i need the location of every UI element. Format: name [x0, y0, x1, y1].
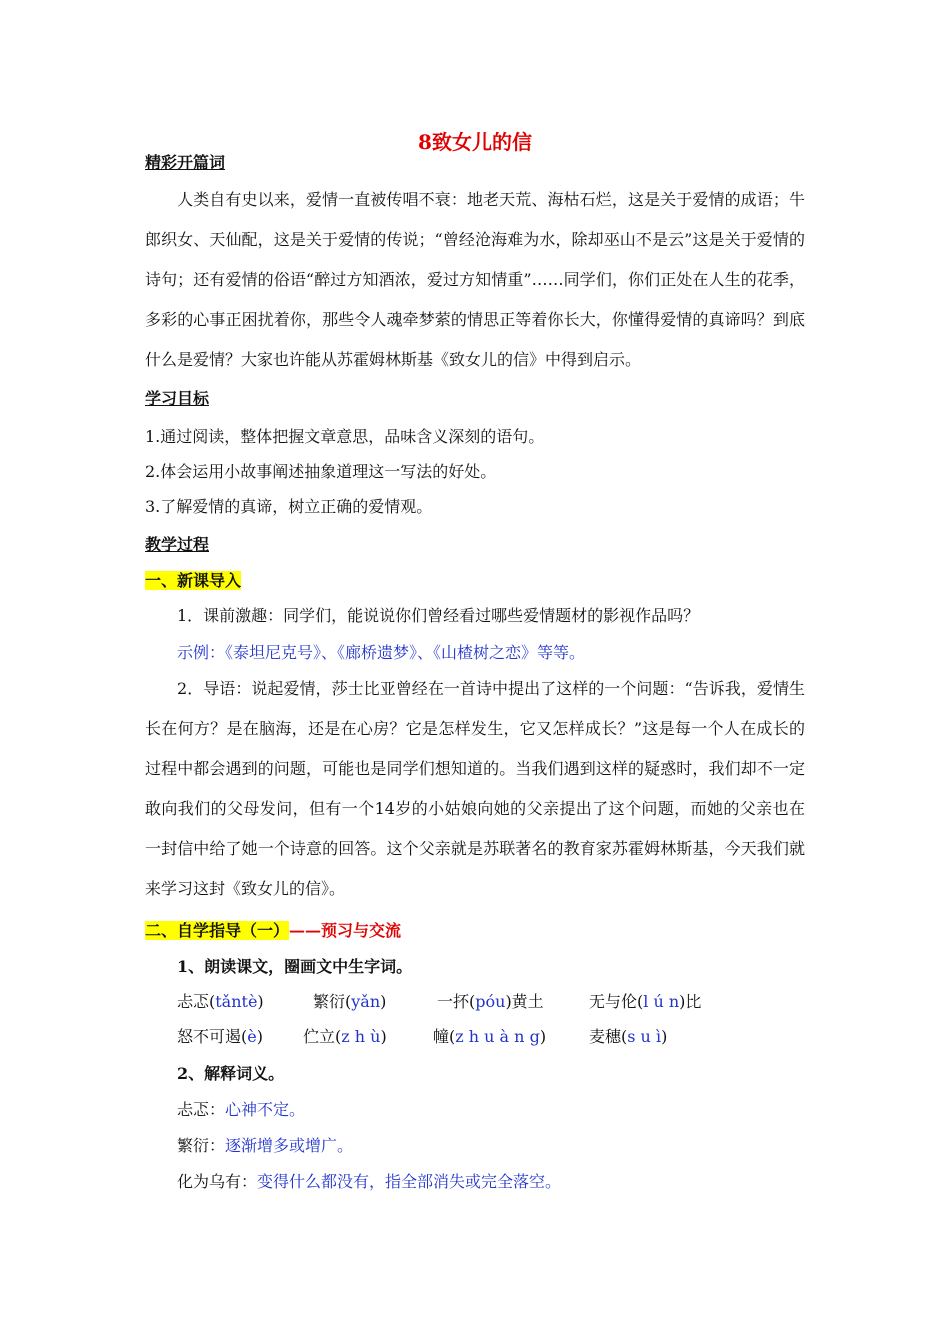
part2-heading-a: 二、自学指导（一）	[145, 921, 290, 940]
goal-item: 2.体会运用小故事阐述抽象道理这一写法的好处。	[145, 462, 497, 481]
word-item: 忐忑(tǎntè)	[177, 992, 264, 1011]
word-item: 麦穗(s u ì)	[589, 1027, 668, 1046]
opening-heading: 精彩开篇词	[145, 153, 226, 172]
part1-question-2-paragraph	[145, 669, 805, 909]
word-item: 怒不可遏(è)	[177, 1027, 263, 1046]
word-item: 无与伦(l ú n)比	[589, 992, 702, 1011]
definition-item: 繁衍：逐渐增多或增广。	[177, 1136, 354, 1155]
goal-item: 1.通过阅读，整体把握文章意思，品味含义深刻的语句。	[145, 427, 545, 446]
part2-heading-b: ——预习与交流	[289, 921, 402, 940]
word-item: 一抔(póu)黄土	[437, 992, 544, 1011]
part1-question-2: 2．导语：说起爱情，莎士比亚曾经在一首诗中提出了这样的一个问题：“告诉我，爱情生长在何方？是在脑海，还是在心房？它是怎样发生，它又怎样成长？”这是每一个人在成长的过程中都会遇到的问题，可能也是同学们想知道的。当我们遇到这样的疑惑时，我们却不一定敢向我们的父母发问，但有一个14岁的小姑娘向她的父亲提出了这个问题，而她的父亲也在一封信中给了她一个诗意的回答。这个父亲就是苏联著名的教育家苏霍姆林斯基，今天我们就来学习这封《致女儿的信》。	[145, 679, 805, 898]
part1-example: 示例：《泰坦尼克号》、《廊桥遗梦》、《山楂树之恋》等等。	[177, 643, 586, 662]
task-2: 2、解释词义。	[177, 1064, 285, 1083]
definition-item: 忐忑：心神不定。	[177, 1100, 306, 1119]
definition-item: 化为乌有：变得什么都没有，指全部消失或完全落空。	[177, 1172, 562, 1191]
task-1: 1、朗读课文，圈画文中生字词。	[177, 957, 413, 976]
word-item: 繁衍(yǎn)	[313, 992, 387, 1011]
opening-paragraph	[145, 180, 805, 380]
part2-heading-line	[145, 921, 805, 941]
opening-text: 人类自有史以来，爱情一直被传唱不衰：地老天荒、海枯石烂，这是关于爱情的成语；牛郎织女、天仙配，这是关于爱情的传说；“曾经沧海难为水，除却巫山不是云”这是关于爱情的诗句；还有爱情的俗语“醉过方知酒浓，爱过方知情重”……同学们，你们正处在人生的花季，多彩的心事正困扰着你，那些令人魂牵梦萦的情思正等着你长大，你懂得爱情的真谛吗？到底什么是爱情？大家也许能从苏霍姆林斯基《致女儿的信》中得到启示。	[145, 190, 805, 369]
part1-heading-line	[145, 571, 805, 591]
goals-heading: 学习目标	[145, 389, 210, 408]
goal-item: 3.了解爱情的真谛，树立正确的爱情观。	[145, 497, 433, 516]
word-item: 伫立(z h ù)	[303, 1027, 387, 1046]
process-heading: 教学过程	[145, 535, 210, 554]
part1-question-1: 1．课前激趣：同学们，能说说你们曾经看过哪些爱情题材的影视作品吗？	[177, 606, 700, 625]
page-title: 8致女儿的信	[418, 130, 532, 154]
part1-heading: 一、新课导入	[145, 571, 242, 590]
word-item: 幢(z h u à n g)	[433, 1027, 547, 1046]
